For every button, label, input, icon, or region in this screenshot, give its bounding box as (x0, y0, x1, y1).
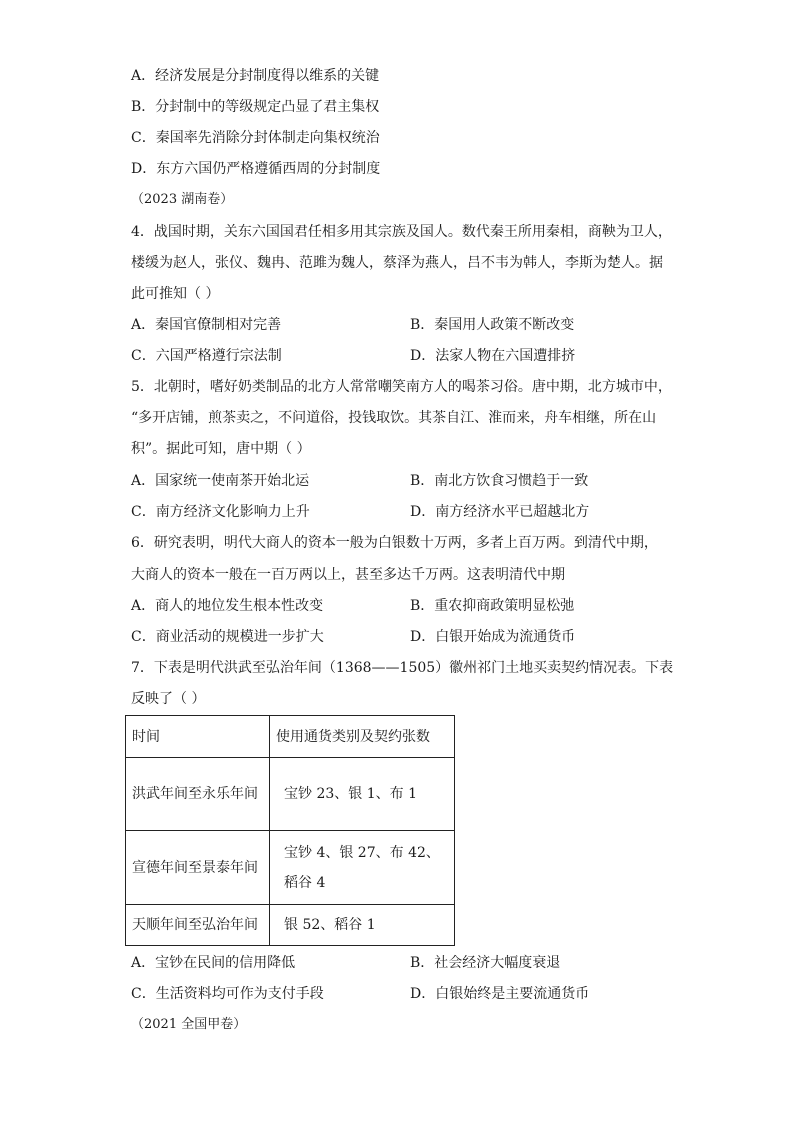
table-header-cell: 时间 (126, 716, 270, 758)
table-cell: 宣德年间至景泰年间 (126, 831, 270, 905)
q5-option-c: C．南方经济文化影响力上升 (131, 504, 310, 520)
q5-option-d: D．南方经济水平已超越北方 (410, 504, 590, 520)
table-cell: 宝钞 23、银 1、布 1 (270, 758, 455, 831)
q6-option-a: A．商人的地位发生根本性改变 (131, 598, 324, 614)
q6-stem-line-2: 大商人的资本一般在一百万两以上，甚至多达千万两。这表明清代中期 (131, 567, 565, 583)
table-row (126, 758, 455, 831)
q7-source: （2021 全国甲卷） (131, 1017, 247, 1032)
q3-option-c: C．秦国率先消除分封体制走向集权统治 (131, 130, 380, 146)
q4-option-a: A．秦国官僚制相对完善 (131, 317, 282, 333)
q7-stem-line-1: 7．下表是明代洪武至弘治年间（1368——1505）徽州祁门土地买卖契约情况表。下表 (131, 660, 674, 676)
q7-option-a: A．宝钞在民间的信用降低 (131, 955, 296, 971)
q7-option-c: C．生活资料均可作为支付手段 (131, 986, 324, 1002)
q4-stem-line-1: 4．战国时期，关东六国国君任相多用其宗族及国人。数代秦王所用秦相，商鞅为卫人， (131, 224, 672, 240)
q7-data-table (125, 715, 455, 946)
q4-option-b: B．秦国用人政策不断改变 (410, 317, 575, 333)
q5-option-b: B．南北方饮食习惯趋于一致 (410, 473, 589, 489)
q6-option-d: D．白银开始成为流通货币 (410, 629, 576, 645)
table-row (126, 905, 455, 946)
q6-stem-line-1: 6．研究表明，明代大商人的资本一般为白银数十万两，多者上百万两。到清代中期， (131, 535, 658, 551)
q5-stem-line-3: 积”。据此可知，唐中期（ ） (131, 441, 311, 457)
table-cell: 天顺年间至弘治年间 (126, 905, 270, 946)
q3-option-d: D．东方六国仍严格遵循西周的分封制度 (131, 161, 381, 177)
q6-option-c: C．商业活动的规模进一步扩大 (131, 629, 324, 645)
q5-stem-line-1: 5．北朝时，嗜好奶类制品的北方人常常嘲笑南方人的喝茶习俗。唐中期，北方城市中， (131, 379, 672, 395)
q3-option-b: B．分封制中的等级规定凸显了君主集权 (131, 99, 380, 115)
q6-option-b: B．重农抑商政策明显松弛 (410, 598, 575, 614)
q7-option-d: D．白银始终是主要流通货币 (410, 986, 590, 1002)
q5-option-a: A．国家统一使南茶开始北运 (131, 473, 310, 489)
table-header-cell: 使用通货类别及契约张数 (270, 716, 455, 758)
q4-option-d: D．法家人物在六国遭排挤 (410, 348, 576, 364)
q4-option-c: C．六国严格遵行宗法制 (131, 348, 282, 364)
table-header-row (126, 716, 455, 758)
table-cell: 洪武年间至永乐年间 (126, 758, 270, 831)
q3-source: （2023 湖南卷） (131, 192, 234, 207)
q4-stem-line-2: 楼缓为赵人，张仪、魏冉、范雎为魏人，蔡泽为燕人，吕不韦为韩人，李斯为楚人。据 (131, 255, 663, 271)
table-cell: 宝钞 4、银 27、布 42、稻谷 4 (270, 831, 455, 905)
q7-option-b: B．社会经济大幅度衰退 (410, 955, 561, 971)
table-row (126, 831, 455, 905)
q4-stem-line-3: 此可推知（ ） (131, 286, 220, 302)
q3-option-a: A．经济发展是分封制度得以维系的关键 (131, 68, 380, 84)
table-cell: 银 52、稻谷 1 (270, 905, 455, 946)
q7-stem-line-2: 反映了（ ） (131, 691, 206, 707)
q5-stem-line-2: “多开店铺，煎茶卖之，不问道俗，投钱取饮。其茶自江、淮而来，舟车相继，所在山 (131, 410, 657, 426)
